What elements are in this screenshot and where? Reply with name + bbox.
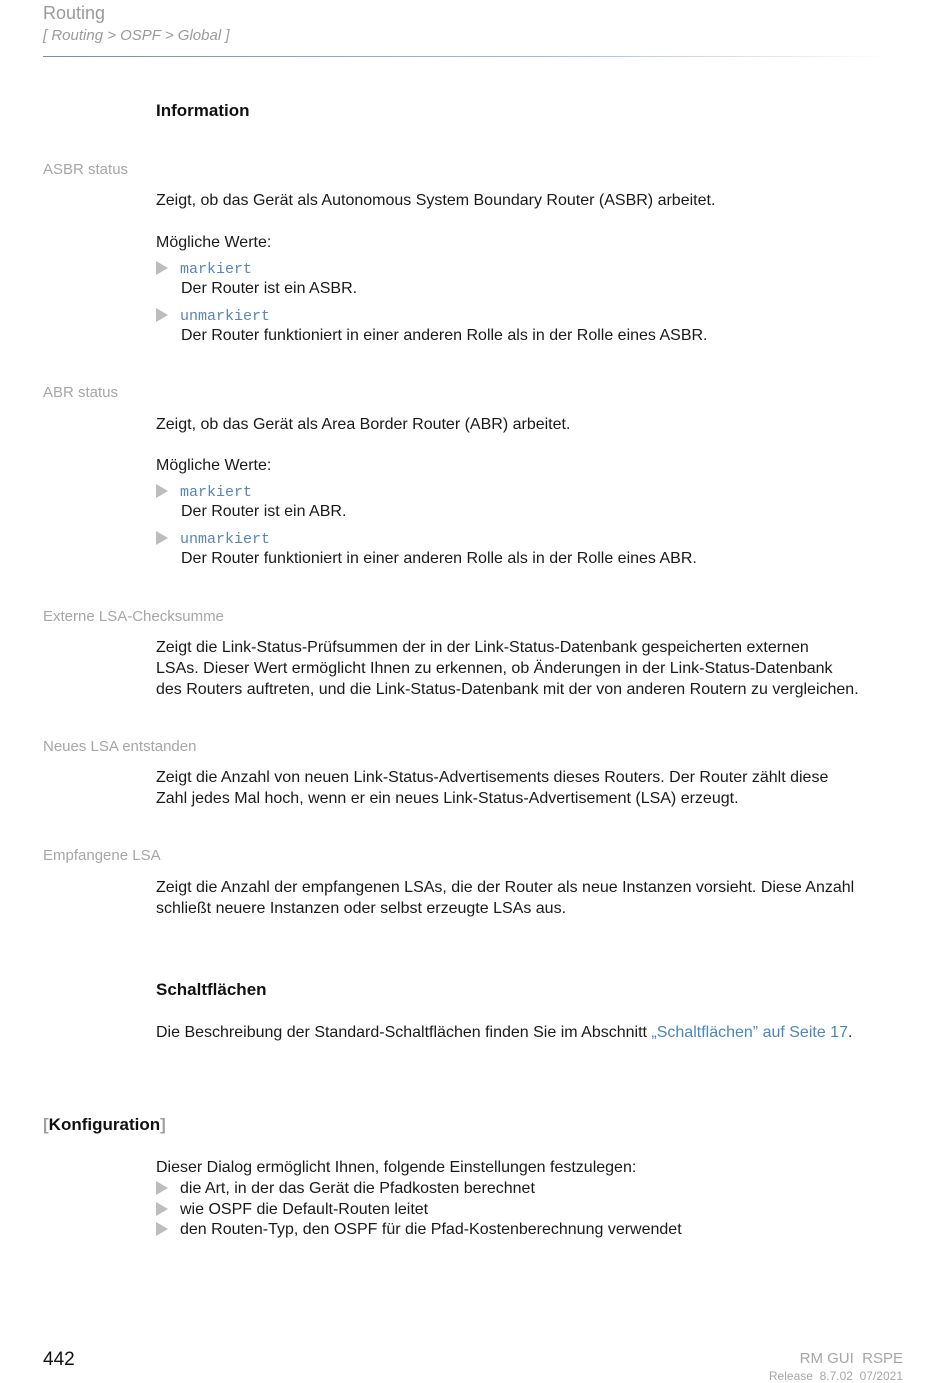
new-lsa-description [156,767,916,809]
triangle-bullet-icon [156,484,168,498]
bracket-open: [ [43,1115,49,1134]
value-code: markiert [180,261,253,278]
buttons-text: Die Beschreibung der Standard-Schaltflächen finden Sie im Abschnitt [156,1024,652,1041]
asbr-status-label: ASBR status [43,161,129,178]
ext-lsa-description [156,637,916,700]
received-lsa-label: Empfangene LSA [43,847,161,864]
asbr-value-desc: Der Router ist ein ASBR. [181,280,358,297]
received-lsa-description [156,877,916,919]
document-name: RM GUI RSPE [799,1350,903,1367]
text-line: Zeigt die Link-Status-Prüfsummen der in der Link-Status-Datenbank gespeicherten externen [156,639,809,656]
triangle-bullet-icon [156,261,168,275]
configuration-heading [43,1115,166,1135]
buttons-heading: Schaltflächen [156,980,267,999]
configuration-intro: Dieser Dialog ermöglicht Ihnen, folgende Einstellungen festzulegen: [156,1159,637,1176]
text-line: Zeigt die Anzahl der empfangenen LSAs, die der Router als neue Instanzen vorsieht. Diese Anzahl [156,879,855,896]
abr-status-label: ABR status [43,384,119,401]
header-divider [43,56,888,57]
triangle-bullet-icon [156,308,168,322]
triangle-bullet-icon [156,1181,168,1195]
configuration-list-item [156,1219,682,1240]
abr-value-desc: Der Router ist ein ABR. [181,503,347,520]
abr-values-heading: Mögliche Werte: [156,457,272,474]
configuration-list-item [156,1178,535,1199]
buttons-text-end: . [847,1024,853,1041]
ext-lsa-checksum-label: Externe LSA-Checksumme [43,608,224,625]
asbr-value-desc: Der Router funktioniert in einer anderen Rolle als in der Rolle eines ASBR. [181,327,708,344]
triangle-bullet-icon [156,531,168,545]
value-code: unmarkiert [180,531,271,548]
text-line: Zahl jedes Mal hoch, wenn er ein neues Link-Status-Advertisement (LSA) erzeugt. [156,790,739,807]
text-line: LSAs. Dieser Wert ermöglicht Ihnen zu erkennen, ob Änderungen in der Link-Status-Datenbank [156,660,833,677]
page-number: 442 [43,1349,75,1370]
triangle-bullet-icon [156,1222,168,1236]
value-code: unmarkiert [180,308,271,325]
list-item-text: wie OSPF die Default-Routen leitet [180,1201,429,1218]
asbr-value-item [156,258,252,280]
bracket-close: ] [160,1115,166,1134]
configuration-list-item [156,1199,428,1220]
list-item-text: den Routen-Typ, den OSPF für die Pfad-Kostenberechnung verwendet [180,1221,682,1238]
new-lsa-label: Neues LSA entstanden [43,738,197,755]
buttons-page-link[interactable]: „Schaltflächen” auf Seite 17 [651,1024,848,1041]
value-code: markiert [180,484,253,501]
text-line: des Routers auftreten, und die Link-Status-Datenbank mit der von anderen Routern zu vergleichen. [156,681,859,698]
asbr-value-item [156,305,270,327]
abr-value-item [156,481,252,503]
abr-description: Zeigt, ob das Gerät als Area Border Router (ABR) arbeitet. [156,416,571,433]
release-info: Release 8.7.02 07/2021 [768,1369,903,1383]
abr-value-desc: Der Router funktioniert in einer anderen Rolle als in der Rolle eines ABR. [181,550,697,567]
text-line: schließt neuere Instanzen oder selbst erzeugte LSAs aus. [156,900,567,917]
text-line: Zeigt die Anzahl von neuen Link-Status-Advertisements dieses Routers. Der Router zählt diese [156,769,829,786]
list-item-text: die Art, in der das Gerät die Pfadkosten berechnet [180,1180,535,1197]
page-header-title: Routing [43,3,106,23]
configuration-title: Konfiguration [48,1115,161,1134]
buttons-description [156,1022,916,1043]
triangle-bullet-icon [156,1202,168,1216]
breadcrumb: [ Routing > OSPF > Global ] [43,27,230,44]
abr-value-item [156,528,270,550]
information-heading: Information [156,101,250,120]
asbr-values-heading: Mögliche Werte: [156,234,272,251]
asbr-description: Zeigt, ob das Gerät als Autonomous System Boundary Router (ASBR) arbeitet. [156,192,716,209]
